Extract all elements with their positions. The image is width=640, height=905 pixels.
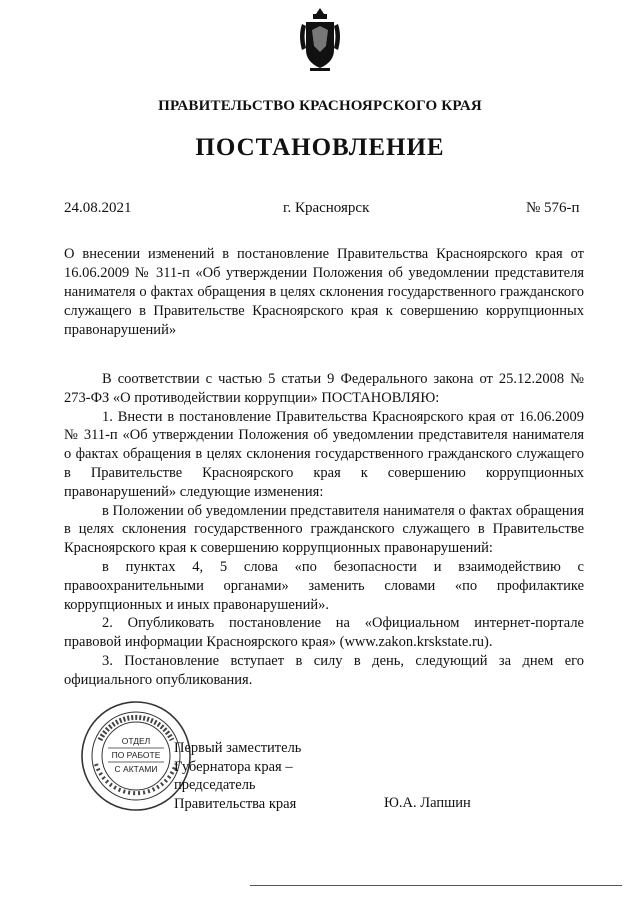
document-date: 24.08.2021 [64, 200, 132, 216]
item-1b-paragraph: в пунктах 4, 5 слова «по безопасности и взаимодействию с правоохранительными органами» заменить словами «по профилактике коррупционных и иных правонарушений». [64, 558, 584, 613]
scan-edge-line [250, 885, 622, 886]
coat-of-arms-icon [296, 6, 344, 74]
document-type-title: ПОСТАНОВЛЕНИЕ [195, 134, 445, 161]
document-number: № 576-п [526, 200, 580, 216]
signatory-position [174, 739, 301, 813]
preamble-paragraph: В соответствии с частью 5 статьи 9 Федерального закона от 25.12.2008 № 273-ФЗ «О противодействии коррупции» ПОСТАНОВЛЯЮ: [64, 371, 584, 406]
signatory-name: Ю.А. Лапшин [384, 795, 471, 811]
signatory-line-1: Первый заместитель [174, 740, 302, 756]
item-1-paragraph: 1. Внести в постановление Правительства Красноярского края от 16.06.2009 № 311-п «Об утверждении Положения об уведомлении представителя нанимателя о фактах обращения в целях склонения государственного гражданского служащего в Правительстве Красноярского края к совершению коррупционных правонарушений» следующие изменения: [64, 408, 584, 500]
signatory-line-3: председатель [174, 777, 256, 793]
signatory-line-2: Губернатора края – [174, 758, 293, 775]
item-1a-paragraph: в Положении об уведомлении представителя нанимателя о фактах обращения в целях склонения государственного гражданского служащего в Правительстве Красноярского края к совершению коррупционных правонарушений: [64, 502, 584, 557]
stamp-line-3: С АКТАМИ [114, 764, 158, 774]
signatory-line-4: Правительства края [174, 795, 297, 812]
stamp-line-1: ОТДЕЛ [121, 736, 151, 746]
document-subject: О внесении изменений в постановление Правительства Красноярского края от 16.06.2009 № 311-п «Об утверждении Положения об уведомлении представителя нанимателя о фактах обращения в целях склонения государственного гражданского служащего в Правительстве Красноярского края к совершению коррупционных правонарушений» [64, 246, 584, 338]
organization-title: ПРАВИТЕЛЬСТВО КРАСНОЯРСКОГО КРАЯ [158, 98, 482, 114]
document-city: г. Красноярск [283, 200, 370, 216]
stamp-line-2: ПО РАБОТЕ [111, 750, 161, 760]
item-2-paragraph: 2. Опубликовать постановление на «Официальном интернет-портале правовой информации Красноярского края» (www.zakon.krskstate.ru). [64, 615, 584, 651]
item-3-paragraph: 3. Постановление вступает в силу в день, следующий за днем его официального опубликования. [64, 652, 584, 688]
document-body [64, 370, 584, 690]
